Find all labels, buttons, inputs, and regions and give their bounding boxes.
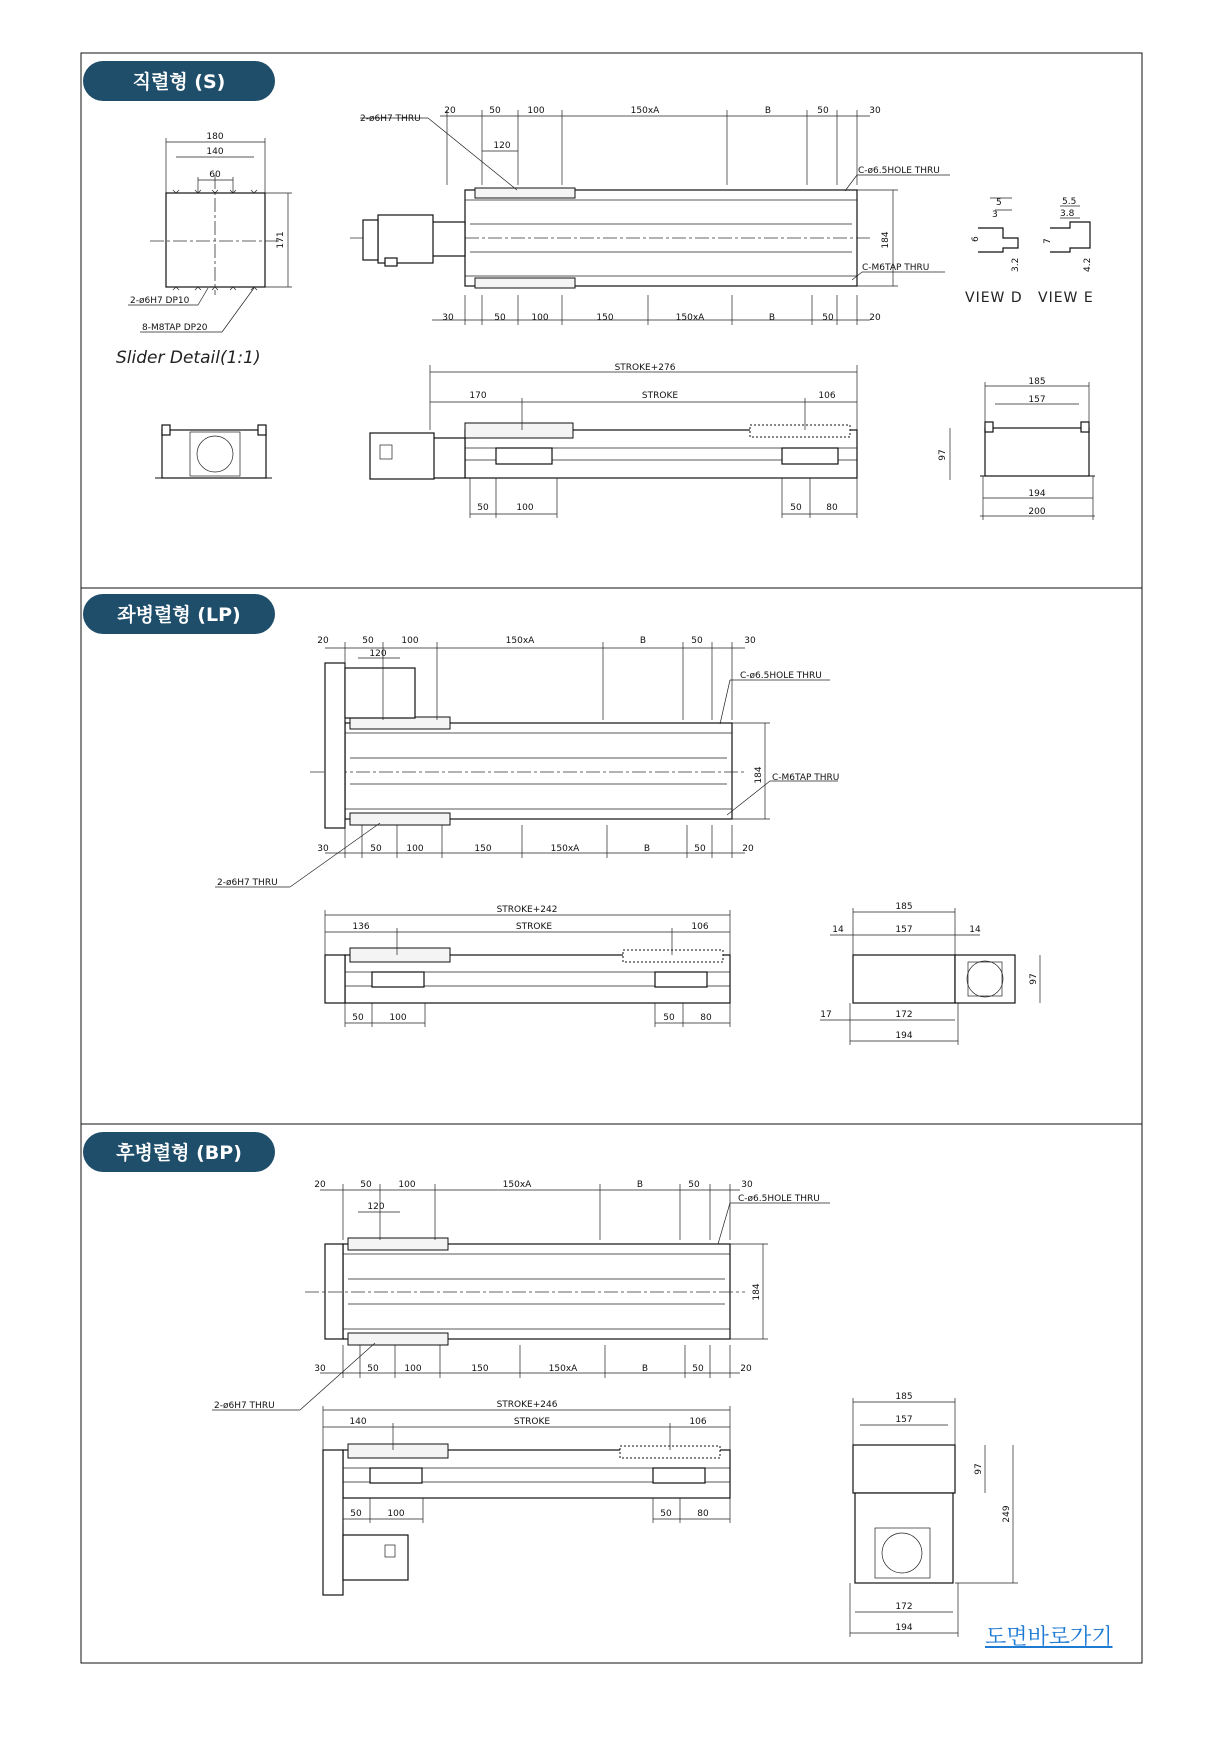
slider-dim-180: 180	[206, 132, 224, 142]
s-side-b3: 50	[790, 503, 802, 513]
s-view-e-dim: 5.5	[1062, 197, 1077, 207]
s-top-dim: 20	[444, 106, 456, 116]
s-side-total: STROKE+276	[614, 363, 676, 373]
s-view-e-dim: 3.8	[1060, 209, 1075, 219]
slider-note-dp20: 8-M8TAP DP20	[142, 323, 208, 333]
s-bottom-dim: 100	[531, 313, 549, 323]
s-view-d-dim: 6	[971, 236, 981, 242]
s-side-b4: 80	[826, 503, 838, 513]
bp-dim-184: 184	[752, 1283, 762, 1301]
s-end-185: 185	[1028, 377, 1046, 387]
lp-side-b3: 50	[663, 1013, 675, 1023]
s-bottom-dim: 50	[494, 313, 506, 323]
slider-detail-drawing	[116, 132, 292, 368]
lp-note-hole: C-ø6.5HOLE THRU	[740, 671, 822, 681]
bp-side-b1: 50	[350, 1509, 362, 1519]
section-badge-s	[83, 61, 275, 101]
s-view-d-label: VIEW D	[965, 290, 1023, 306]
s-end-200: 200	[1028, 507, 1046, 517]
bp-side-b2: 100	[387, 1509, 405, 1519]
slider-dim-171: 171	[276, 231, 286, 249]
bp-end-185: 185	[895, 1392, 913, 1402]
s-bottom-dim: B	[768, 313, 776, 323]
s-top-dim: 150xA	[630, 106, 660, 116]
lp-end-172: 172	[895, 1010, 913, 1020]
s-dim-120: 120	[493, 141, 511, 151]
lp-end-14b: 14	[969, 925, 981, 935]
lp-side-total: STROKE+242	[496, 905, 558, 915]
slider-detail-label: Slider Detail(1:1)	[116, 348, 261, 368]
lp-side-b2: 100	[389, 1013, 407, 1023]
s-top-dim: 50	[489, 106, 501, 116]
bp-side-total: STROKE+246	[496, 1400, 558, 1410]
s-end-view-small	[155, 425, 272, 478]
s-bottom-dim: 30	[442, 313, 454, 323]
lp-bottom-dim: 150	[474, 844, 492, 854]
lp-side-right: 106	[691, 922, 709, 932]
s-bottom-dim: 20	[869, 313, 881, 323]
s-view-e-dim: 7	[1043, 238, 1053, 244]
s-note-tap: C-M6TAP THRU	[862, 263, 930, 273]
section-title-bp: 후병렬형 (BP)	[116, 1142, 242, 1164]
bp-side-view	[323, 1400, 730, 1595]
lp-end-view	[820, 902, 1040, 1045]
bp-side-stroke: STROKE	[513, 1417, 551, 1427]
bp-end-157: 157	[895, 1415, 913, 1425]
bp-note-hole: C-ø6.5HOLE THRU	[738, 1194, 820, 1204]
slider-dim-140: 140	[206, 147, 224, 157]
bp-end-view	[850, 1392, 1018, 1637]
s-side-right: 106	[818, 391, 836, 401]
s-bottom-dim: 150xA	[675, 313, 705, 323]
lp-bottom-dim: 50	[370, 844, 382, 854]
s-view-d	[965, 198, 1023, 306]
lp-side-b1: 50	[352, 1013, 364, 1023]
section-badge-lp	[83, 594, 275, 634]
lp-top-dim: 30	[744, 636, 756, 646]
section-title-s: 직렬형 (S)	[132, 71, 226, 93]
lp-side-view	[325, 905, 730, 1027]
s-view-e-label: VIEW E	[1038, 290, 1094, 306]
lp-top-dim: 20	[317, 636, 329, 646]
lp-top-dim: 100	[401, 636, 419, 646]
lp-dim-184: 184	[754, 766, 764, 784]
bp-end-249: 249	[1002, 1505, 1012, 1523]
s-top-dim: 30	[869, 106, 881, 116]
s-view-d-dim: 5	[996, 198, 1002, 208]
bp-top-dim: 30	[741, 1180, 753, 1190]
lp-end-185: 185	[895, 902, 913, 912]
lp-top-dim: 50	[362, 636, 374, 646]
s-side-b1: 50	[477, 503, 489, 513]
bp-top-dim: 50	[360, 1180, 372, 1190]
s-view-d-dim: 3.2	[1011, 257, 1021, 272]
lp-bottom-dim: 20	[742, 844, 754, 854]
lp-end-14a: 14	[832, 925, 844, 935]
bp-top-dim: B	[636, 1180, 644, 1190]
section-badge-bp	[83, 1132, 275, 1172]
s-end-194: 194	[1028, 489, 1046, 499]
lp-top-dim: B	[639, 636, 647, 646]
bp-top-dim: 20	[314, 1180, 326, 1190]
lp-end-17: 17	[820, 1010, 832, 1020]
s-view-e-dim: 4.2	[1083, 257, 1093, 272]
s-view-d-dim: 3	[992, 210, 998, 220]
s-side-left: 170	[469, 391, 487, 401]
lp-bottom-dim: B	[643, 844, 651, 854]
bp-bottom-dim: B	[641, 1364, 649, 1374]
slider-note-dp10: 2-ø6H7 DP10	[130, 296, 190, 306]
s-end-97: 97	[938, 449, 948, 461]
bp-note-thru: 2-ø6H7 THRU	[214, 1401, 275, 1411]
bp-bottom-dim: 50	[367, 1364, 379, 1374]
lp-note-tap: C-M6TAP THRU	[772, 773, 840, 783]
s-side-view	[370, 363, 857, 518]
section-title-lp: 좌병렬형 (LP)	[117, 604, 241, 626]
bp-end-97: 97	[974, 1463, 984, 1475]
s-top-view	[350, 110, 950, 325]
lp-bottom-dim: 30	[317, 844, 329, 854]
bp-bottom-dim: 150xA	[548, 1364, 578, 1374]
lp-top-dim: 150xA	[505, 636, 535, 646]
lp-bottom-dim: 50	[694, 844, 706, 854]
bp-end-172: 172	[895, 1602, 913, 1612]
s-end-view-right	[938, 377, 1095, 520]
bp-dim-120: 120	[367, 1202, 385, 1212]
bp-bottom-dim: 100	[404, 1364, 422, 1374]
bp-side-b3: 50	[660, 1509, 672, 1519]
bp-end-194: 194	[895, 1623, 913, 1633]
bp-bottom-dim: 150	[471, 1364, 489, 1374]
lp-dim-120: 120	[369, 649, 387, 659]
lp-top-dim: 50	[691, 636, 703, 646]
lp-end-157: 157	[895, 925, 913, 935]
s-bottom-dim: 50	[822, 313, 834, 323]
lp-note-thru: 2-ø6H7 THRU	[217, 878, 278, 888]
s-dim-184: 184	[881, 231, 891, 249]
s-side-stroke: STROKE	[641, 391, 679, 401]
slider-dim-60: 60	[209, 170, 221, 180]
drawing-shortcut-link[interactable]: 도면바로가기	[985, 1625, 1113, 1650]
bp-bottom-dim: 50	[692, 1364, 704, 1374]
s-top-dim: 50	[817, 106, 829, 116]
bp-top-view	[212, 1184, 830, 1411]
s-side-b2: 100	[516, 503, 534, 513]
lp-side-b4: 80	[700, 1013, 712, 1023]
s-end-157: 157	[1028, 395, 1046, 405]
bp-side-left: 140	[349, 1417, 367, 1427]
bp-top-dim: 50	[688, 1180, 700, 1190]
bp-side-right: 106	[689, 1417, 707, 1427]
bp-bottom-dim: 30	[314, 1364, 326, 1374]
bp-top-dim: 150xA	[502, 1180, 532, 1190]
s-view-e	[1038, 197, 1094, 306]
s-top-dim: B	[764, 106, 772, 116]
lp-bottom-dim: 100	[406, 844, 424, 854]
s-bottom-dim: 150	[596, 313, 614, 323]
s-note-thru: 2-ø6H7 THRU	[360, 114, 421, 124]
bp-side-b4: 80	[697, 1509, 709, 1519]
lp-end-194: 194	[895, 1031, 913, 1041]
s-top-dim: 100	[527, 106, 545, 116]
bp-top-dim: 100	[398, 1180, 416, 1190]
s-note-hole: C-ø6.5HOLE THRU	[858, 166, 940, 176]
lp-side-left: 136	[352, 922, 370, 932]
lp-side-stroke: STROKE	[515, 922, 553, 932]
lp-end-97: 97	[1029, 973, 1039, 985]
lp-bottom-dim: 150xA	[550, 844, 580, 854]
bp-bottom-dim: 20	[740, 1364, 752, 1374]
